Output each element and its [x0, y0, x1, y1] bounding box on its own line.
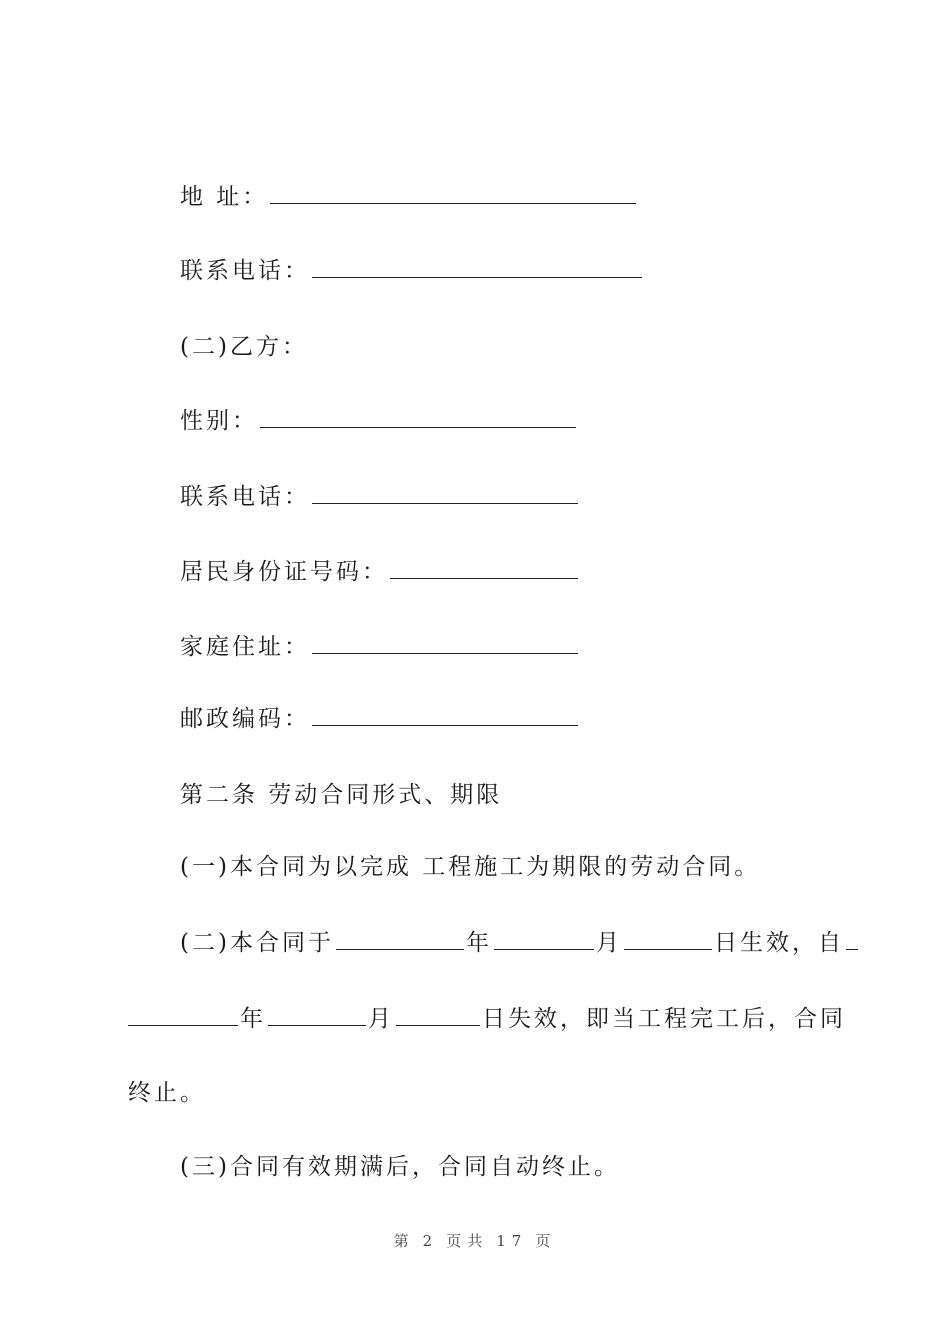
id-line	[180, 557, 580, 587]
start-month-blank	[494, 931, 594, 950]
address-line	[180, 182, 638, 212]
expire-text: 日失效，即当工程完工后，合同	[482, 1006, 846, 1032]
start-year-blank	[336, 931, 464, 950]
phone-line-a	[180, 256, 644, 286]
address-blank	[270, 185, 636, 204]
phone-blank-b	[312, 485, 578, 504]
end-month-label: 月	[368, 1006, 394, 1032]
postcode-blank	[312, 707, 578, 726]
start-month-label: 月	[595, 930, 622, 956]
postcode-line	[180, 704, 580, 734]
end-year-label: 年	[240, 1006, 266, 1032]
end-month-blank	[268, 1007, 366, 1026]
article2-item2-line2	[128, 1004, 846, 1034]
postcode-label: 邮政编码：	[180, 706, 310, 732]
id-label: 居民身份证号码：	[180, 559, 388, 585]
party-b-heading: (二)乙方：	[180, 334, 308, 360]
start-day-blank	[624, 931, 712, 950]
home-blank	[312, 635, 578, 654]
home-line	[180, 632, 580, 662]
end-day-blank	[396, 1007, 480, 1026]
footer-mid: 页共	[446, 1232, 489, 1250]
effective-text: 日生效，自	[713, 930, 844, 956]
footer-suffix: 页	[535, 1232, 557, 1250]
gender-blank	[260, 409, 576, 428]
footer-prefix: 第	[393, 1232, 415, 1250]
from-blank	[846, 931, 858, 950]
footer-page-total: 17	[496, 1232, 528, 1250]
article2-item2-end: 终止。	[128, 1080, 206, 1106]
article2-item1: (一)本合同为以完成 工程施工为期限的劳动合同。	[180, 854, 761, 880]
start-year-label: 年	[465, 930, 492, 956]
end-year-blank	[128, 1007, 238, 1026]
phone-blank-a	[312, 259, 642, 278]
home-label: 家庭住址：	[180, 634, 310, 660]
phone-label-b: 联系电话：	[180, 484, 310, 510]
phone-line-b	[180, 482, 580, 512]
article2-item2-line1	[180, 928, 860, 958]
gender-line	[180, 406, 578, 436]
id-blank	[390, 560, 578, 579]
gender-label: 性别：	[180, 408, 258, 434]
footer-page-num: 2	[422, 1232, 439, 1250]
article2-heading: 第二条 劳动合同形式、期限	[180, 782, 503, 808]
phone-label-a: 联系电话：	[180, 258, 310, 284]
item2-part1: (二)本合同于	[180, 930, 334, 956]
page-footer	[0, 1230, 950, 1251]
article2-item3: (三)合同有效期满后，合同自动终止。	[180, 1154, 620, 1180]
address-label: 地 址：	[180, 184, 269, 210]
